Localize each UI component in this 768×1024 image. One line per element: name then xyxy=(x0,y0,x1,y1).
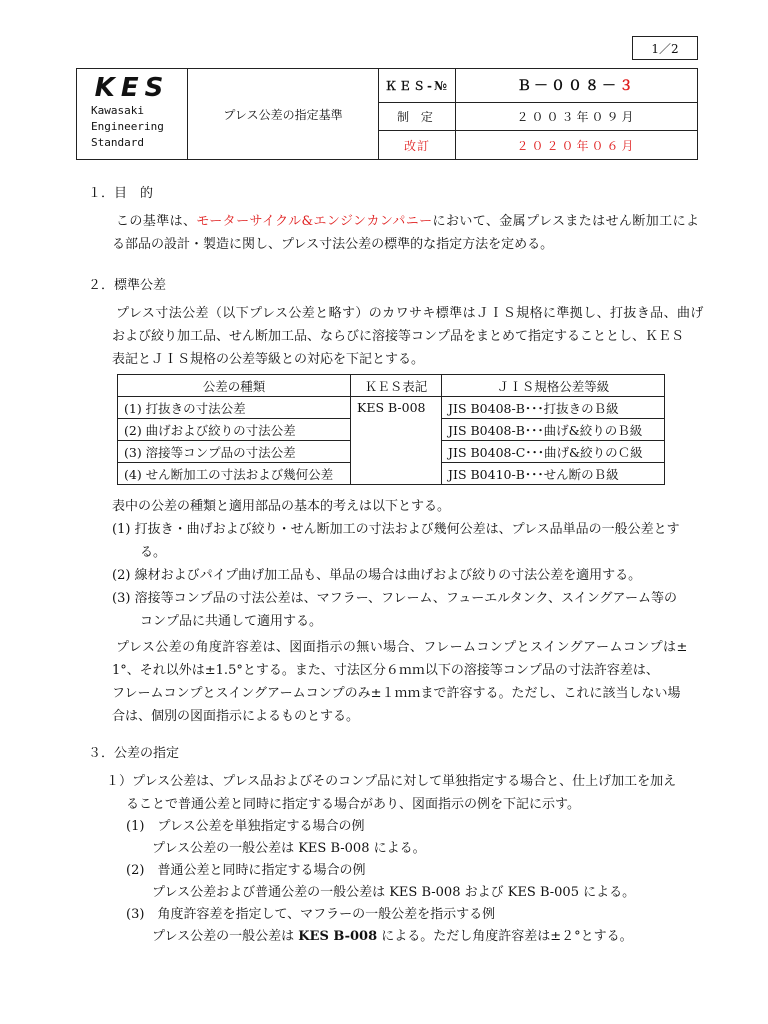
company-name: モーターサイクル&エンジンカンパニー xyxy=(196,214,433,229)
item-text: 溶接等コンプ品の寸法公差は、マフラー、フレーム、フューエルタンク、スイングアーム等の xyxy=(134,591,678,606)
item-3-line-2: コンプ品に共通して適用する。 xyxy=(140,614,323,629)
section-2-para-line-1: プレス寸法公差（以下プレス公差と略す）のカワサキ標準はＪＩＳ規格に準拠し、打抜き品、曲げ xyxy=(116,306,704,321)
tolerance-table xyxy=(117,374,665,485)
after-table-text: 表中の公差の種類と適用部品の基本的考えは以下とする。 xyxy=(112,499,451,514)
example-3-title xyxy=(126,904,495,927)
kes-no-value xyxy=(456,69,698,103)
enacted-date: ２００３年０９月 xyxy=(456,102,698,131)
example-1-body: プレス公差の一般公差は KES B-008 による。 xyxy=(152,841,426,856)
table-row xyxy=(118,397,665,419)
purpose-suffix: において、金属プレスまたはせん断加工によ xyxy=(432,214,700,229)
document-title: プレス公差の指定基準 xyxy=(188,69,379,160)
item-text: 打抜き・曲げおよび絞り・せん断加工の寸法および幾何公差は、プレス品単品の一般公差とす xyxy=(134,522,680,537)
section-1-line-2: る部品の設計・製造に関し、プレス寸法公差の標準的な指定方法を定める。 xyxy=(112,237,554,252)
tolerance-type-cell: (2) 曲げおよび絞りの寸法公差 xyxy=(118,419,351,441)
example-number: (2) xyxy=(126,863,145,878)
header-kes-notation: ＫＥＳ表記 xyxy=(351,375,442,397)
table-header-row xyxy=(118,375,665,397)
page-number: 1／2 xyxy=(632,36,698,60)
example-2-title xyxy=(126,860,365,883)
section-2-heading: ２．標準公差 xyxy=(88,278,167,293)
item-3-line-1 xyxy=(112,587,706,610)
item-number: (3) xyxy=(112,591,131,606)
revised-date: ２０２０年０６月 xyxy=(456,131,698,160)
example-title-text: プレス公差を単独指定する場合の例 xyxy=(157,819,365,834)
section-3-heading: ３．公差の指定 xyxy=(88,746,180,761)
angle-para-line-3: フレームコンプとスイングアームコンプのみ±１ｍｍまで許容する。ただし、これに該当しない場 xyxy=(112,686,681,701)
example-number: (3) xyxy=(126,907,145,922)
example-title-text: 普通公差と同時に指定する場合の例 xyxy=(157,863,366,878)
item-number: (1) xyxy=(112,522,131,537)
kes-notation-cell: KES B-008 xyxy=(351,397,442,485)
item-1-line-2: る。 xyxy=(140,545,167,560)
angle-para-line-4: 合は、個別の図面指示によるものとする。 xyxy=(112,709,360,724)
logo-line-standard: Standard xyxy=(91,136,144,149)
angle-para-line-2: 1°、それ以外は±1.5°とする。また、寸法区分６ｍｍ以下の溶接等コンプ品の寸法許容差は、 xyxy=(112,663,659,678)
kes-no-label: ＫＥＳ-№ xyxy=(379,69,456,103)
item-2-line-1 xyxy=(112,564,706,587)
jis-grade-cell: JIS B0410-B･･･せん断のＢ級 xyxy=(442,463,665,485)
logo-line-kawasaki: Kawasaki xyxy=(91,104,144,117)
jis-grade-cell: JIS B0408-C･･･曲げ&絞りのＣ級 xyxy=(442,441,665,463)
example-title-text: 角度許容差を指定して、マフラーの一般公差を指示する例 xyxy=(157,907,496,922)
example-body-prefix: プレス公差の一般公差は xyxy=(152,929,299,944)
kes-logo-block xyxy=(77,69,188,160)
tolerance-type-cell: (1) 打抜きの寸法公差 xyxy=(118,397,351,419)
example-3-body xyxy=(152,926,633,949)
document-header xyxy=(76,68,698,160)
example-1-title xyxy=(126,816,365,839)
kes-logo: KES xyxy=(94,73,170,103)
section-1-line-1 xyxy=(116,210,706,233)
example-body-suffix: による。ただし角度許容差は±２°とする。 xyxy=(377,929,633,944)
section-2-para-line-3: 表記とＪＩＳ規格の公差等級との対応を下記とする。 xyxy=(112,352,425,367)
section-3-intro-line-2: ることで普通公差と同時に指定する場合があり、図面指示の例を下記に示す。 xyxy=(126,797,580,812)
revised-label: 改訂 xyxy=(379,131,456,160)
header-jis-grade: ＪＩＳ規格公差等級 xyxy=(442,375,665,397)
purpose-prefix: この基準は、 xyxy=(116,214,197,229)
tolerance-type-cell: (3) 溶接等コンプ品の寸法公差 xyxy=(118,441,351,463)
example-number: (1) xyxy=(126,819,145,834)
example-body-standard: KES B-008 xyxy=(298,929,378,944)
item-1-line-1 xyxy=(112,518,706,541)
item-text: 線材およびパイプ曲げ加工品も、単品の場合は曲げおよび絞りの寸法公差を適用する。 xyxy=(134,568,642,583)
jis-grade-cell: JIS B0408-B･･･打抜きのＢ級 xyxy=(442,397,665,419)
kes-no-number: Ｂ－００８－ xyxy=(517,78,619,95)
section-2-para-line-2: および絞り加工品、せん断加工品、ならびに溶接等コンプ品をまとめて指定することとし、ＫＥＳ xyxy=(112,329,685,344)
enacted-label: 制 定 xyxy=(379,102,456,131)
kes-no-revision: ３ xyxy=(619,78,636,95)
example-2-body: プレス公差および普通公差の一般公差は KES B-008 および KES B-005 による。 xyxy=(152,885,636,900)
angle-para-line-1: プレス公差の角度許容差は、図面指示の無い場合、フレームコンプとスイングアームコンプは± xyxy=(116,640,688,655)
header-tolerance-type: 公差の種類 xyxy=(118,375,351,397)
item-number: (2) xyxy=(112,568,131,583)
jis-grade-cell: JIS B0408-B･･･曲げ&絞りのＢ級 xyxy=(442,419,665,441)
tolerance-type-cell: (4) せん断加工の寸法および幾何公差 xyxy=(118,463,351,485)
logo-line-engineering: Engineering xyxy=(91,120,164,133)
section-1-heading: １．目 的 xyxy=(88,186,154,201)
section-3-intro-line-1: １）プレス公差は、プレス品およびそのコンプ品に対して単独指定する場合と、仕上げ加工を加え xyxy=(106,774,677,789)
